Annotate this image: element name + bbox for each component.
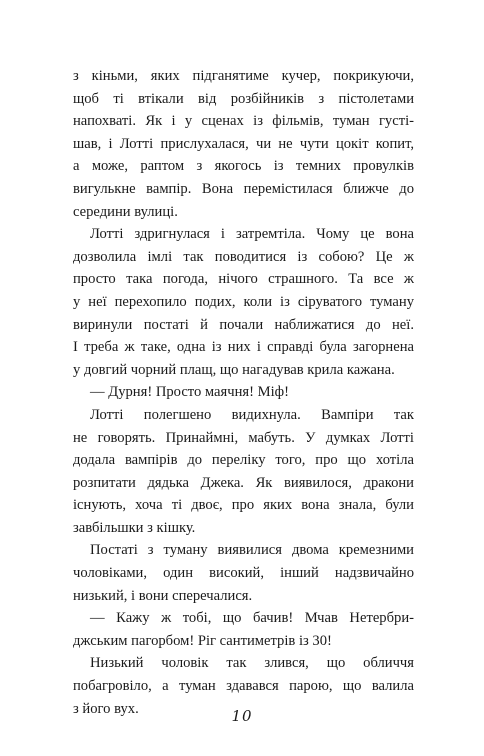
text-line: Низький чоловік так злився, що обличчя bbox=[90, 655, 414, 672]
text-line: середини вулиці. bbox=[73, 203, 178, 220]
text-line: джським пагорбом! Ріг сантиметрів із 30! bbox=[73, 632, 332, 649]
text-line: Лотті здригнулася і затремтіла. Чому це вона bbox=[90, 226, 414, 243]
text-line: у довгий чорний плащ, що нагадував крила кажана. bbox=[73, 361, 395, 378]
text-line: виринули постаті й почали наближатися до неї. bbox=[73, 316, 414, 333]
text-line: Лотті полегшено видихнула. Вампіри так bbox=[90, 406, 414, 423]
text-line: побагровіло, а туман здавався парою, що валила bbox=[73, 678, 414, 695]
text-line: вигулькне вампір. Вона перемістилася ближче до bbox=[73, 180, 414, 197]
text-line: Постаті з туману виявилися двома кремезними bbox=[90, 542, 414, 559]
paragraph bbox=[73, 65, 414, 223]
text-line: шав, і Лотті прислухалася, чи не чути цокіт копит, bbox=[73, 135, 414, 152]
text-line: чоловіками, один високий, інший надзвичайно bbox=[73, 565, 414, 582]
text-line: з кіньми, яких підганятиме кучер, покрикуючи, bbox=[73, 68, 414, 84]
body-text bbox=[73, 65, 414, 720]
text-line: додала вампірів до переліку того, про що хотіла bbox=[73, 452, 414, 469]
text-line: а може, раптом з якогось із темних провулків bbox=[73, 158, 414, 175]
text-line: — Дурня! Просто маячня! Міф! bbox=[90, 384, 289, 401]
text-line: існують, хоча ті двоє, про яких вона знала, були bbox=[73, 497, 414, 514]
paragraph bbox=[73, 607, 414, 652]
text-line: І треба ж таке, одна із них і справді була загорнена bbox=[73, 339, 414, 356]
text-line: з його вух. bbox=[73, 700, 139, 717]
paragraph bbox=[73, 223, 414, 381]
paragraph bbox=[73, 381, 414, 404]
text-line: — Кажу ж тобі, що бачив! Мчав Нетербри- bbox=[90, 610, 414, 627]
text-line: напохваті. Як і у сценах із фільмів, туман густі- bbox=[73, 113, 414, 130]
text-line: розпитати дядька Джека. Як виявилося, дракони bbox=[73, 474, 414, 491]
text-line: щоб ті втікали від розбійників з пістолетами bbox=[73, 90, 414, 107]
text-line: завбільшки з кішку. bbox=[73, 519, 196, 536]
text-line: низький, і вони сперечалися. bbox=[73, 587, 253, 604]
text-line: не говорять. Принаймні, мабуть. У думках Лотті bbox=[73, 429, 414, 446]
text-line: просто така погода, нічого страшного. Та все ж bbox=[73, 271, 414, 288]
page-number: 10 bbox=[231, 707, 253, 725]
text-line: дозволила імлі так поводитися із собою? Це ж bbox=[73, 248, 414, 265]
paragraph bbox=[73, 404, 414, 540]
paragraph bbox=[73, 539, 414, 607]
text-line: у неї перехопило подих, коли із сіруватого туману bbox=[73, 293, 414, 310]
